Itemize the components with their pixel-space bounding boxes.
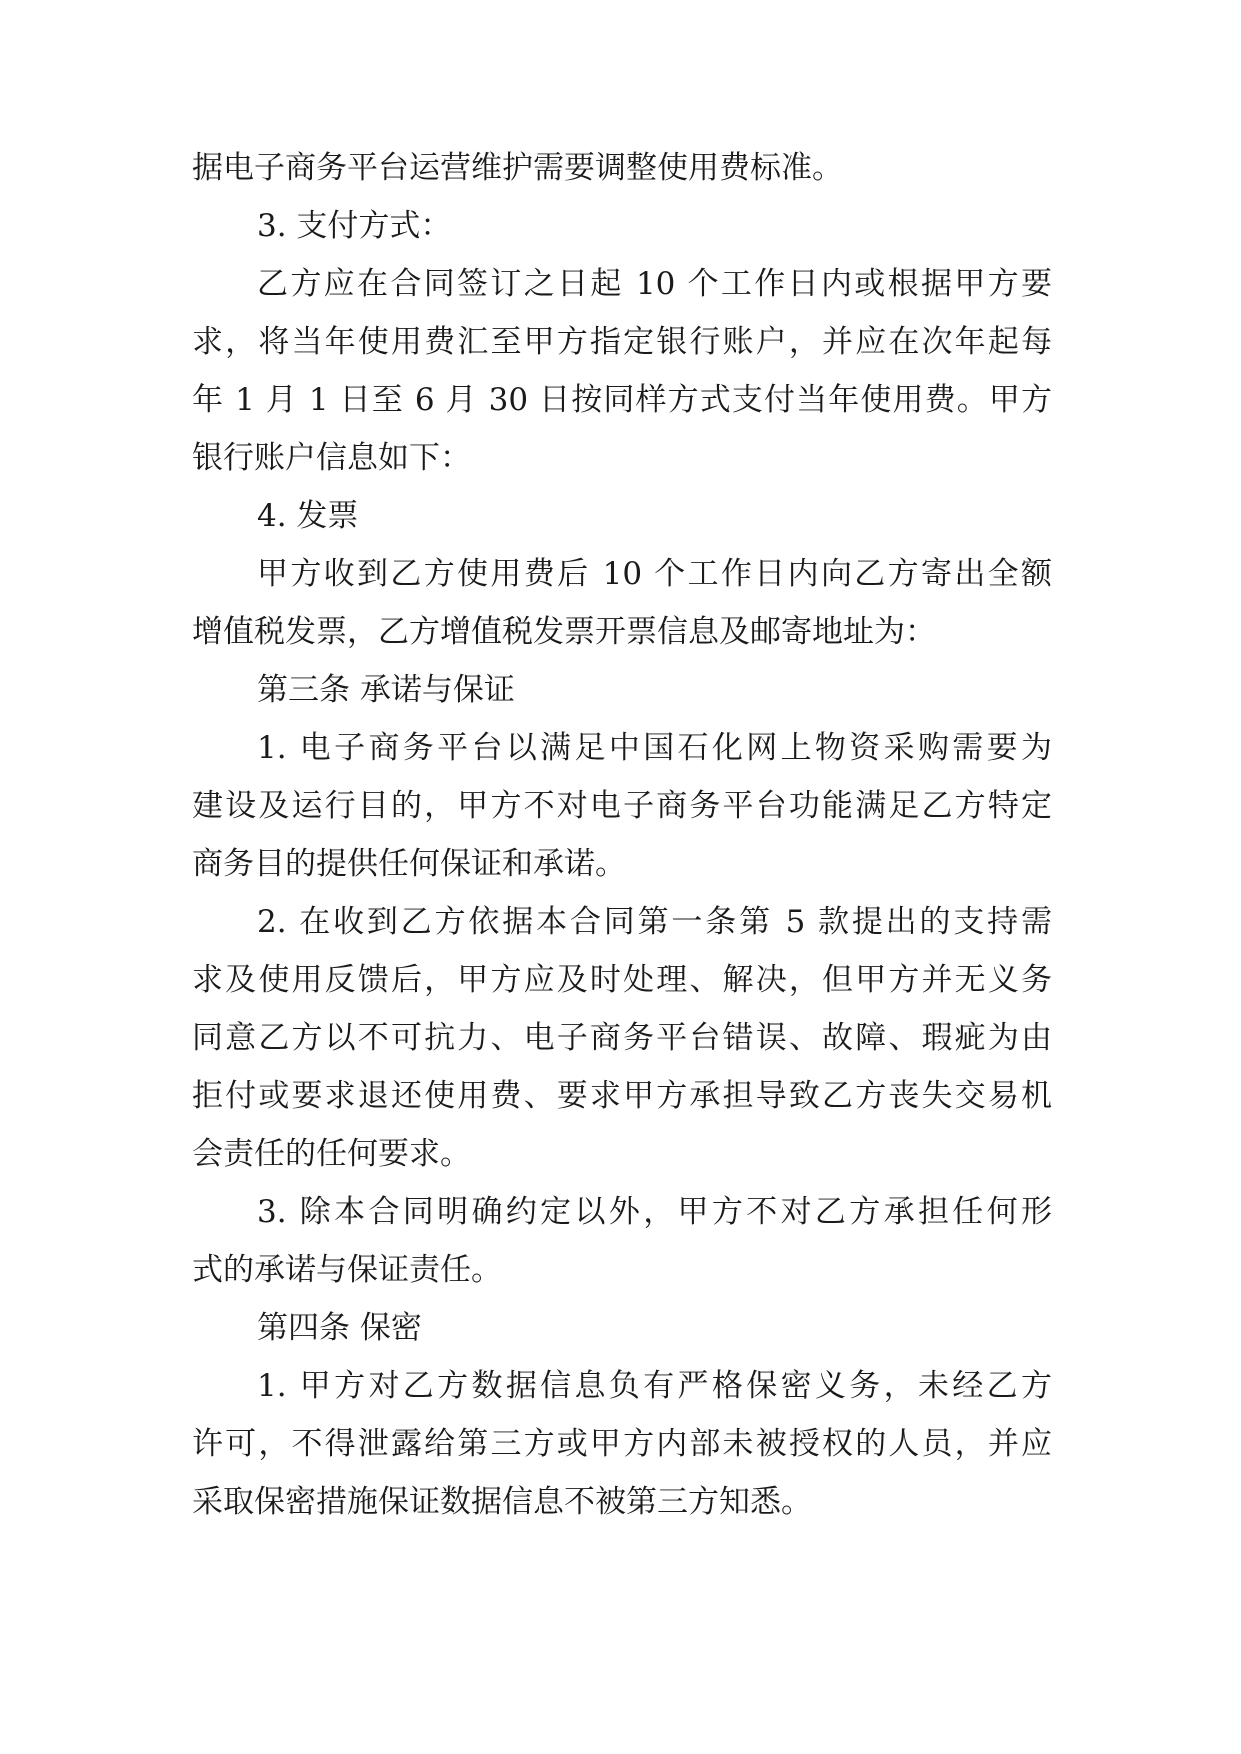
- text-line: 3. 除本合同明确约定以外，甲方不对乙方承担任何形: [257, 1194, 1052, 1230]
- text-line: 采取保密措施保证数据信息不被第三方知悉。: [192, 1484, 812, 1520]
- text-line: 据电子商务平台运营维护需要调整使用费标准。: [192, 150, 843, 186]
- text-line: 1. 甲方对乙方数据信息负有严格保密义务，未经乙方: [257, 1368, 1052, 1404]
- text-line: 1. 电子商务平台以满足中国石化网上物资采购需要为: [257, 730, 1052, 766]
- text-line: 银行账户信息如下：: [192, 440, 471, 476]
- section-heading: 4. 发票: [257, 498, 359, 534]
- text-line: 建设及运行目的，甲方不对电子商务平台功能满足乙方特定: [192, 788, 1052, 824]
- text-line: 许可，不得泄露给第三方或甲方内部未被授权的人员，并应: [192, 1426, 1052, 1462]
- article-heading: 第四条 保密: [257, 1310, 422, 1346]
- text-line: 会责任的任何要求。: [192, 1136, 471, 1172]
- text-line: 求，将当年使用费汇至甲方指定银行账户，并应在次年起每: [192, 324, 1052, 360]
- text-line: 甲方收到乙方使用费后 10 个工作日内向乙方寄出全额: [257, 556, 1052, 592]
- text-line: 年 1 月 1 日至 6 月 30 日按同样方式支付当年使用费。甲方: [192, 382, 1052, 418]
- text-line: 商务目的提供任何保证和承诺。: [192, 846, 626, 882]
- text-line: 式的承诺与保证责任。: [192, 1252, 502, 1288]
- text-line: 增值税发票，乙方增值税发票开票信息及邮寄地址为：: [192, 614, 936, 650]
- text-line: 同意乙方以不可抗力、电子商务平台错误、故障、瑕疵为由: [192, 1020, 1052, 1056]
- text-line: 拒付或要求退还使用费、要求甲方承担导致乙方丧失交易机: [192, 1078, 1052, 1114]
- text-line: 乙方应在合同签订之日起 10 个工作日内或根据甲方要: [257, 266, 1052, 302]
- article-heading: 第三条 承诺与保证: [257, 672, 515, 708]
- text-line: 2. 在收到乙方依据本合同第一条第 5 款提出的支持需: [257, 904, 1052, 940]
- text-line: 求及使用反馈后，甲方应及时处理、解决，但甲方并无义务: [192, 962, 1052, 998]
- section-heading: 3. 支付方式：: [257, 208, 452, 244]
